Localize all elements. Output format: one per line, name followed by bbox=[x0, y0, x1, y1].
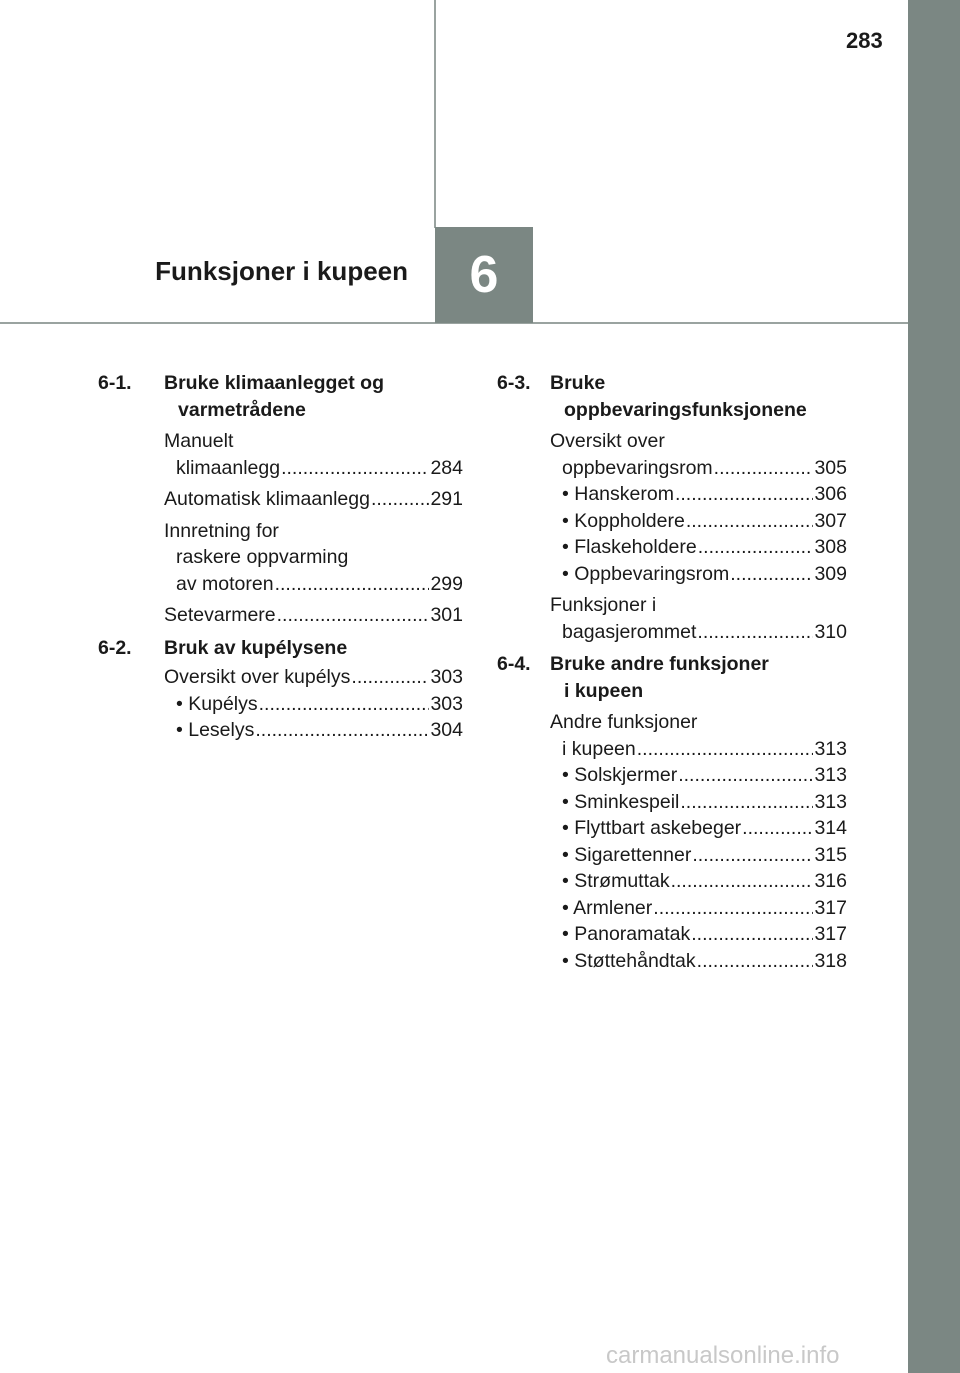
toc-entry-cont[interactable] bbox=[164, 571, 463, 598]
toc-entry-cont[interactable] bbox=[550, 736, 847, 763]
page-ref: 314 bbox=[814, 817, 847, 839]
toc-entry[interactable] bbox=[550, 789, 847, 816]
toc-entry[interactable] bbox=[550, 762, 847, 789]
leader-dots bbox=[680, 789, 813, 816]
toc-entry[interactable] bbox=[164, 518, 463, 545]
toc-entry[interactable] bbox=[164, 486, 463, 513]
chapter-number: 6 bbox=[469, 246, 499, 304]
leader-dots bbox=[371, 486, 430, 513]
page-ref: 299 bbox=[430, 572, 463, 595]
entry-text: • Armlener bbox=[562, 896, 653, 919]
toc-entry[interactable] bbox=[550, 921, 847, 948]
leader-dots bbox=[686, 508, 814, 535]
leader-dots bbox=[653, 895, 813, 922]
section-title: i kupeen bbox=[564, 679, 644, 702]
page-ref: 310 bbox=[814, 620, 847, 643]
section-title: Bruke bbox=[550, 372, 606, 394]
toc-entry[interactable] bbox=[164, 602, 463, 629]
section-number: 6-3. bbox=[497, 372, 531, 394]
section-heading[interactable] bbox=[98, 635, 463, 662]
entry-text: Oversikt over kupélys bbox=[164, 666, 351, 688]
leader-dots bbox=[742, 815, 813, 842]
leader-dots bbox=[259, 691, 430, 718]
section-title: varmetrådene bbox=[178, 398, 306, 421]
page-ref: 308 bbox=[814, 536, 847, 558]
toc-column-left bbox=[98, 370, 463, 744]
toc-entry[interactable] bbox=[550, 868, 847, 895]
entry-text: • Leselys bbox=[176, 719, 255, 741]
leader-dots bbox=[697, 619, 813, 646]
entry-text: Oversikt over bbox=[550, 430, 665, 452]
section-number: 6-1. bbox=[98, 372, 132, 394]
section-heading[interactable] bbox=[98, 370, 463, 423]
toc-entry[interactable] bbox=[164, 664, 463, 691]
entry-text: • Hanskerom bbox=[562, 483, 674, 505]
page-ref: 306 bbox=[814, 483, 847, 505]
leader-dots bbox=[255, 717, 429, 744]
leader-dots bbox=[714, 455, 814, 482]
page-ref: 317 bbox=[814, 896, 847, 919]
entry-text: Manuelt bbox=[164, 430, 234, 452]
leader-dots bbox=[671, 868, 814, 895]
page-ref: 309 bbox=[814, 562, 847, 585]
toc-entry-cont[interactable] bbox=[164, 455, 463, 482]
entry-text: Setevarmere bbox=[164, 604, 276, 626]
page-ref: 316 bbox=[814, 870, 847, 892]
page-ref: 303 bbox=[430, 692, 463, 715]
vertical-divider bbox=[434, 0, 436, 228]
leader-dots bbox=[678, 762, 813, 789]
entry-text: Automatisk klimaanlegg bbox=[164, 488, 370, 510]
toc-entry-cont[interactable] bbox=[550, 455, 847, 482]
page-ref: 307 bbox=[814, 509, 847, 532]
page-ref: 318 bbox=[814, 949, 847, 972]
toc-entry[interactable] bbox=[550, 508, 847, 535]
entry-text: • Kupélys bbox=[176, 692, 258, 715]
page-ref: 301 bbox=[430, 604, 463, 626]
entry-text: • Sminkespeil bbox=[562, 790, 680, 813]
toc-entry[interactable] bbox=[550, 948, 847, 975]
page-ref: 313 bbox=[814, 790, 847, 813]
toc-entry[interactable] bbox=[550, 815, 847, 842]
chapter-number-box bbox=[435, 227, 533, 323]
toc-column-right bbox=[497, 370, 847, 974]
leader-dots bbox=[277, 602, 430, 629]
section-title: Bruke andre funksjoner bbox=[550, 653, 769, 675]
entry-text: • Solskjermer bbox=[562, 764, 678, 786]
page-ref: 284 bbox=[430, 456, 463, 479]
toc-entry[interactable] bbox=[164, 691, 463, 718]
page-ref: 304 bbox=[430, 719, 463, 741]
section-number: 6-4. bbox=[497, 653, 531, 675]
entry-text: klimaanlegg bbox=[176, 456, 281, 479]
toc-entry[interactable] bbox=[550, 534, 847, 561]
entry-text: bagasjerommet bbox=[562, 620, 697, 643]
entry-text: • Strømuttak bbox=[562, 870, 670, 892]
toc-entry-cont[interactable] bbox=[164, 544, 463, 571]
entry-text: • Oppbevaringsrom bbox=[562, 562, 730, 585]
toc-entry[interactable] bbox=[550, 709, 847, 736]
leader-dots bbox=[675, 481, 814, 508]
section-heading[interactable] bbox=[497, 370, 847, 423]
leader-dots bbox=[351, 664, 429, 691]
toc-entry[interactable] bbox=[550, 842, 847, 869]
page-ref: 313 bbox=[814, 737, 847, 760]
page-ref: 303 bbox=[430, 666, 463, 688]
section-heading[interactable] bbox=[497, 651, 847, 704]
page-number: 283 bbox=[846, 28, 883, 53]
page-ref: 291 bbox=[430, 488, 463, 510]
leader-dots bbox=[692, 842, 813, 869]
toc-entry[interactable] bbox=[164, 428, 463, 455]
leader-dots bbox=[281, 455, 429, 482]
entry-text: Andre funksjoner bbox=[550, 711, 698, 733]
chapter-tab-bar bbox=[908, 0, 960, 1373]
page-ref: 315 bbox=[814, 843, 847, 866]
leader-dots bbox=[698, 534, 814, 561]
entry-text: • Sigarettenner bbox=[562, 843, 692, 866]
page-ref: 313 bbox=[814, 764, 847, 786]
entry-text: • Panoramatak bbox=[562, 923, 691, 945]
page-ref: 317 bbox=[814, 923, 847, 945]
chapter-title: Funksjoner i kupeen bbox=[155, 256, 408, 286]
entry-text: av motoren bbox=[176, 572, 274, 595]
entry-text: • Koppholdere bbox=[562, 509, 685, 532]
toc-entry[interactable] bbox=[550, 428, 847, 455]
section-title: Bruke klimaanlegget og bbox=[164, 372, 384, 394]
toc-entry[interactable] bbox=[550, 592, 847, 619]
entry-text: raskere oppvarming bbox=[176, 546, 349, 568]
entry-text: • Støttehåndtak bbox=[562, 949, 696, 972]
watermark: carmanualsonline.info bbox=[606, 1342, 840, 1369]
toc-entry[interactable] bbox=[550, 895, 847, 922]
leader-dots bbox=[691, 921, 813, 948]
section-title: oppbevaringsfunksjonene bbox=[564, 398, 807, 421]
leader-dots bbox=[637, 736, 814, 763]
toc-entry[interactable] bbox=[550, 481, 847, 508]
section-number: 6-2. bbox=[98, 636, 132, 659]
toc-entry-cont[interactable] bbox=[550, 619, 847, 646]
toc-entry[interactable] bbox=[164, 717, 463, 744]
section-title: Bruk av kupélysene bbox=[164, 636, 348, 659]
leader-dots bbox=[275, 571, 430, 598]
entry-text: oppbevaringsrom bbox=[562, 456, 713, 479]
leader-dots bbox=[697, 948, 814, 975]
entry-text: • Flaskeholdere bbox=[562, 536, 697, 558]
entry-text: • Flyttbart askebeger bbox=[562, 817, 742, 839]
entry-text: Innretning for bbox=[164, 519, 279, 542]
page-ref: 305 bbox=[814, 456, 847, 479]
entry-text: Funksjoner i bbox=[550, 594, 657, 616]
leader-dots bbox=[730, 561, 813, 588]
toc-entry[interactable] bbox=[550, 561, 847, 588]
entry-text: i kupeen bbox=[562, 737, 636, 760]
